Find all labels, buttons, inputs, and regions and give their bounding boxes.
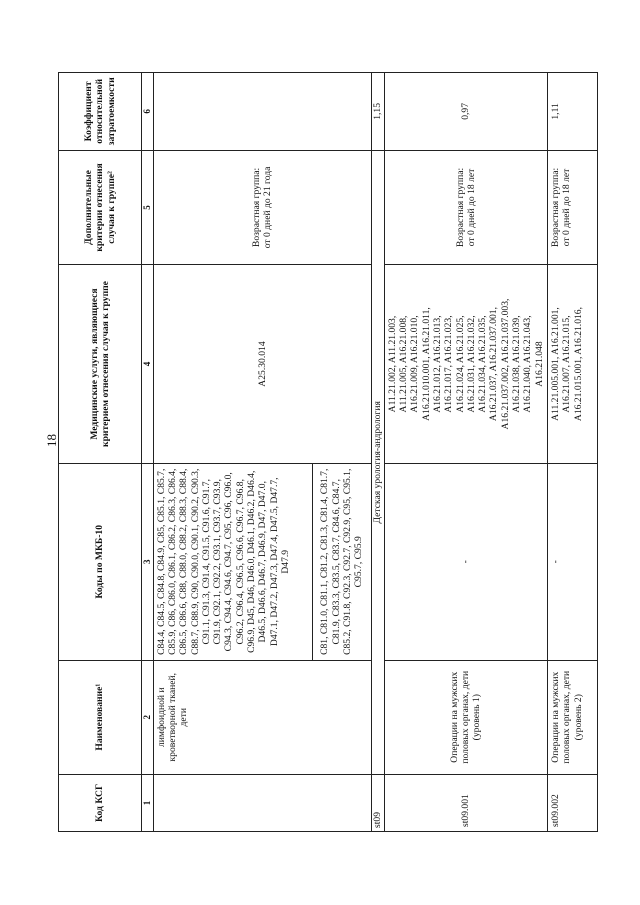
cost-coefficient: 0,97 bbox=[384, 73, 547, 151]
page-number: 18 bbox=[44, 434, 59, 447]
header-code: Код КСГ bbox=[59, 774, 142, 831]
ksg-name: Операции на мужских половых органах, дети (уровень 1) bbox=[384, 660, 547, 774]
medical-services: A25.30.014 bbox=[153, 265, 372, 464]
header-coef: Коэффициент относительной затратоемкости bbox=[59, 73, 142, 151]
header-row bbox=[59, 73, 142, 832]
cost-coefficient bbox=[153, 73, 372, 151]
header-icd: Коды по МКБ-10 bbox=[59, 463, 142, 660]
group-code: st09 bbox=[372, 774, 384, 831]
table-row bbox=[153, 73, 312, 832]
column-number-row bbox=[142, 73, 154, 832]
medical-services: A11.21.005.001, A16.21.001, A16.21.007, A16.21.015, A16.21.015.001, A16.21.016, bbox=[548, 265, 598, 464]
group-name: Детская урология-андрология bbox=[372, 150, 384, 774]
col-number: 2 bbox=[142, 660, 154, 774]
icd-codes: - bbox=[384, 463, 547, 660]
extra-criteria: Возрастная группа: от 0 дней до 21 года bbox=[153, 150, 372, 264]
col-number: 1 bbox=[142, 774, 154, 831]
icd-codes: - bbox=[548, 463, 598, 660]
medical-services: A11.21.002, A11.21.003, A11.21.005, A16.21.008, A16.21.009, A16.21.010, A16.21.010.001, A16.21.011, A16.21.012, A16.21.013, A16.21.017, A16.21.023, A16.21.024, A16.21.025, A16.21.031, A16.21.032, A16.21.034, A16.21.035, A16.21.037, A16.21.037.001, A16.21.037.002, A16.21.037.003, A16.21.038, A16.21.039, A16.21.040, A16.21.043, A16.21.048 bbox=[384, 265, 547, 464]
ksg-code: st09.002 bbox=[548, 774, 598, 831]
table-row bbox=[548, 73, 598, 832]
col-number: 6 bbox=[142, 73, 154, 151]
ksg-name: Операции на мужских половых органах, дети (уровень 2) bbox=[548, 660, 598, 774]
rotated-table-wrapper bbox=[58, 72, 598, 832]
col-number: 3 bbox=[142, 463, 154, 660]
ksg-table bbox=[58, 72, 598, 832]
icd-codes: C81, C81.0, C81.1, C81.2, C81.3, C81.4, C81.7, C81.9, C83.3, C83.5, C83.7, C84.6, C84.7, C85.2, C91.8, C92.3, C92.7, C92.9, C95, C95.1, C95.7, C95.9 bbox=[312, 463, 372, 660]
header-services: Медицинские услуги, являющиеся критерием отнесения случая к группе bbox=[59, 265, 142, 464]
icd-codes: C84.4, C84.5, C84.8, C84.9, C85, C85.1, C85.7, C85.9, C86, C86.0, C86.1, C86.2, C86.3, C86.4, C86.5, C86.6, C88, C88.0, C88.2, C88.3, C88.4, C88.7, C88.9, C90, C90.0, C90.1, C90.2, C90.3, C91.1, C91.3, C91.4, C91.5, C91.6, C91.7, C91.9, C92.1, C92.2, C93.1, C93.7, C93.9, C94.3, C94.4, C94.6, C94.7, C95, C96, C96.0, C96.2, C96.4, C96.5, C96.6, C96.7, C96.8, C96.9, D45, D46, D46.0, D46.1, D46.2, D46.4, D46.5, D46.6, D46.7, D46.9, D47, D47.0, D47.1, D47.2, D47.3, D47.4, D47.5, D47.7, D47.9 bbox=[153, 463, 312, 660]
col-number: 5 bbox=[142, 150, 154, 264]
table-row bbox=[384, 73, 547, 832]
ksg-code bbox=[153, 774, 372, 831]
extra-criteria: Возрастная группа: от 0 дней до 18 лет bbox=[548, 150, 598, 264]
extra-criteria: Возрастная группа: от 0 дней до 18 лет bbox=[384, 150, 547, 264]
ksg-name: лимфоидной и кроветворной тканей, дети bbox=[153, 660, 372, 774]
group-row bbox=[372, 73, 384, 832]
col-number: 4 bbox=[142, 265, 154, 464]
group-coefficient: 1,15 bbox=[372, 73, 384, 151]
header-criteria: Дополнительные критерии отнесения случая к группе² bbox=[59, 150, 142, 264]
header-name: Наименование¹ bbox=[59, 660, 142, 774]
ksg-code: st09.001 bbox=[384, 774, 547, 831]
cost-coefficient: 1,11 bbox=[548, 73, 598, 151]
